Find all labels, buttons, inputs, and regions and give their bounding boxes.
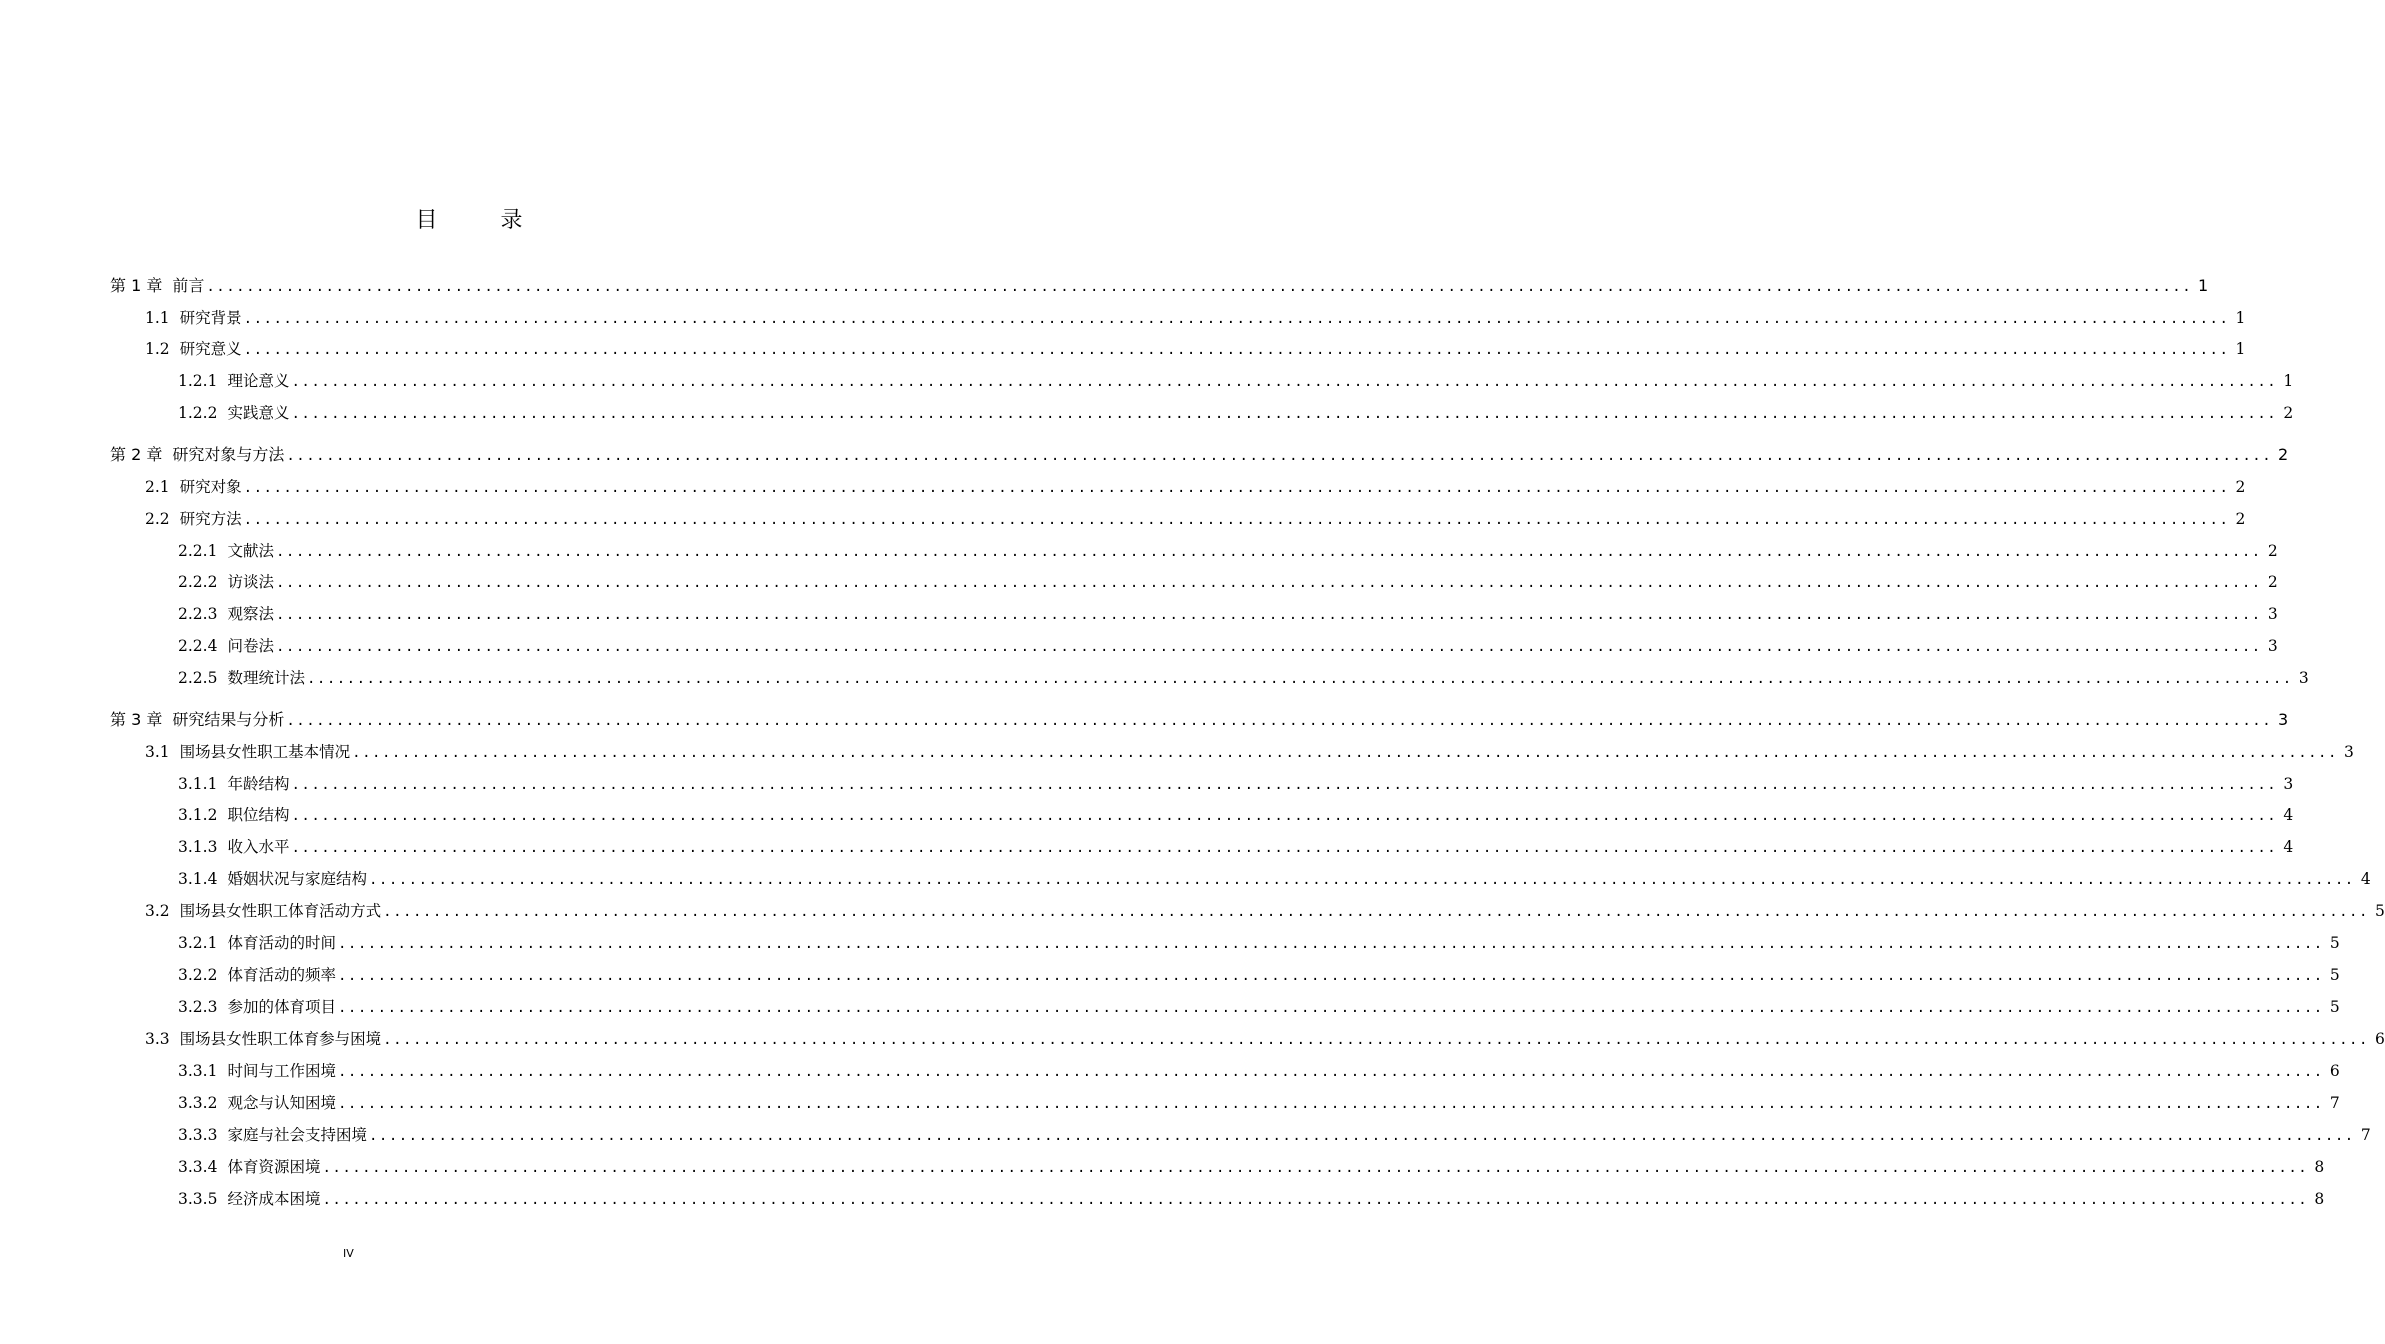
toc-entry-number: 2.2.3 <box>178 605 218 623</box>
toc-entry-number: 3.1.1 <box>178 775 218 793</box>
toc-leader-dots: ........................................................................................................................................................................................................ <box>322 1192 2309 1208</box>
toc-entry-subsection[interactable] <box>178 570 2278 594</box>
toc-entry-page: 6 <box>2375 1030 2385 1048</box>
toc-entry-page: 1 <box>2235 309 2246 327</box>
toc-entry-page: 6 <box>2329 1062 2340 1080</box>
toc-entry-title: 观察法 <box>227 605 274 623</box>
toc-entry-section[interactable] <box>145 337 2246 361</box>
toc-entry-title: 体育资源困境 <box>227 1158 321 1176</box>
toc-entry-title: 婚姻状况与家庭结构 <box>227 870 367 888</box>
toc-entry-title: 围场县女性职工体育活动方式 <box>179 902 382 920</box>
toc-leader-dots: ........................................................................................................................................................................................................ <box>243 480 2230 496</box>
toc-entry-subsection[interactable] <box>178 539 2278 563</box>
toc-entry-page: 4 <box>2360 870 2371 888</box>
toc-entry-title: 问卷法 <box>227 637 274 655</box>
toc-leader-dots: ........................................................................................................................................................................................................ <box>337 1064 2324 1080</box>
toc-leader-dots: ........................................................................................................................................................................................................ <box>243 342 2230 358</box>
toc-entry-page: 1 <box>2235 340 2246 358</box>
toc-entry-page: 3 <box>2267 605 2278 623</box>
toc-entry-section[interactable] <box>145 507 2246 531</box>
toc-entry-number: 3.2.3 <box>178 998 218 1016</box>
toc-entry-title: 体育活动的时间 <box>227 934 336 952</box>
toc-entry-number: 2.2.2 <box>178 573 218 591</box>
toc-entry-page: 8 <box>2314 1158 2325 1176</box>
toc-entry-chapter[interactable] <box>110 708 2289 732</box>
toc-entry-number: 1.1 <box>145 309 170 327</box>
toc-entry-page: 3 <box>2277 710 2289 729</box>
toc-entry-number: 第 2 章 <box>110 445 163 464</box>
toc-entry-page: 4 <box>2283 838 2294 856</box>
toc-entry-number: 3.1.4 <box>178 870 218 888</box>
toc-entry-subsection[interactable] <box>178 931 2340 955</box>
toc-entry-number: 第 3 章 <box>110 710 163 729</box>
toc-leader-dots: ........................................................................................................................................................................................................ <box>352 745 2338 761</box>
toc-leader-dots: ........................................................................................................................................................................................................ <box>383 904 2369 920</box>
toc-entry-number: 3.1 <box>145 743 170 761</box>
toc-entry-subsection[interactable] <box>178 835 2294 859</box>
toc-leader-dots: ........................................................................................................................................................................................................ <box>206 279 2193 295</box>
toc-leader-dots: ........................................................................................................................................................................................................ <box>291 808 2278 824</box>
toc-leader-dots: ........................................................................................................................................................................................................ <box>337 1000 2324 1016</box>
toc-entry-chapter[interactable] <box>110 443 2289 467</box>
toc-entry-number: 2.2 <box>145 510 170 528</box>
toc-leader-dots: ........................................................................................................................................................................................................ <box>291 777 2278 793</box>
toc-entry-title: 时间与工作困境 <box>227 1062 336 1080</box>
toc-entry-section[interactable] <box>145 475 2246 499</box>
toc-entry-title: 研究意义 <box>179 340 242 358</box>
toc-entry-number: 3.1.2 <box>178 806 218 824</box>
toc-leader-dots: ........................................................................................................................................................................................................ <box>275 607 2262 623</box>
toc-entry-title: 研究方法 <box>179 510 242 528</box>
toc-entry-number: 2.2.1 <box>178 542 218 560</box>
toc-entry-page: 1 <box>2197 276 2209 295</box>
toc-entry-title: 研究对象与方法 <box>172 445 285 464</box>
toc-entry-title: 观念与认知困境 <box>227 1094 336 1112</box>
toc-entry-number: 2.1 <box>145 478 170 496</box>
toc-leader-dots: ........................................................................................................................................................................................................ <box>368 1128 2355 1144</box>
toc-entry-title: 家庭与社会支持困境 <box>227 1126 367 1144</box>
toc-entry-subsection[interactable] <box>178 634 2278 658</box>
toc-entry-subsection[interactable] <box>178 803 2294 827</box>
toc-entry-title: 研究对象 <box>179 478 242 496</box>
toc-entry-section[interactable] <box>145 740 2354 764</box>
toc-leader-dots: ........................................................................................................................................................................................................ <box>286 713 2273 729</box>
toc-entry-subsection[interactable] <box>178 1091 2340 1115</box>
toc-entry-subsection[interactable] <box>178 369 2294 393</box>
toc-entry-title: 访谈法 <box>227 573 274 591</box>
toc-entry-page: 8 <box>2314 1190 2325 1208</box>
toc-entry-title: 经济成本困境 <box>227 1190 321 1208</box>
toc-entry-page: 5 <box>2375 902 2385 920</box>
toc-entry-number: 1.2.1 <box>178 372 218 390</box>
toc-entry-subsection[interactable] <box>178 1059 2340 1083</box>
toc-entry-page: 1 <box>2283 372 2294 390</box>
toc-entry-page: 5 <box>2329 998 2340 1016</box>
toc-entry-title: 职位结构 <box>227 806 290 824</box>
toc-leader-dots: ........................................................................................................................................................................................................ <box>275 639 2262 655</box>
toc-entry-subsection[interactable] <box>178 401 2294 425</box>
toc-leader-dots: ........................................................................................................................................................................................................ <box>322 1160 2309 1176</box>
toc-entry-number: 3.3 <box>145 1030 170 1048</box>
toc-entry-number: 3.3.2 <box>178 1094 218 1112</box>
toc-entry-subsection[interactable] <box>178 602 2278 626</box>
toc-entry-page: 5 <box>2329 934 2340 952</box>
toc-entry-title: 年龄结构 <box>227 775 290 793</box>
toc-entry-subsection[interactable] <box>178 867 2371 891</box>
toc-leader-dots: ........................................................................................................................................................................................................ <box>337 968 2324 984</box>
toc-entry-title: 研究背景 <box>179 309 242 327</box>
toc-entry-page: 2 <box>2283 404 2294 422</box>
toc-entry-title: 围场县女性职工体育参与困境 <box>179 1030 382 1048</box>
toc-entry-number: 3.3.1 <box>178 1062 218 1080</box>
toc-entry-number: 1.2.2 <box>178 404 218 422</box>
toc-entry-page: 5 <box>2329 966 2340 984</box>
toc-entry-subsection[interactable] <box>178 772 2294 796</box>
toc-leader-dots: ........................................................................................................................................................................................................ <box>291 406 2278 422</box>
toc-leader-dots: ........................................................................................................................................................................................................ <box>306 671 2293 687</box>
toc-entry-number: 2.2.4 <box>178 637 218 655</box>
toc-entry-title: 前言 <box>172 276 205 295</box>
toc-entry-number: 3.3.4 <box>178 1158 218 1176</box>
toc-entry-subsection[interactable] <box>178 1187 2325 1211</box>
toc-leader-dots: ........................................................................................................................................................................................................ <box>275 544 2262 560</box>
toc-entry-title: 实践意义 <box>227 404 290 422</box>
toc-entry-number: 3.3.5 <box>178 1190 218 1208</box>
toc-entry-subsection[interactable] <box>178 666 2309 690</box>
toc-entry-page: 3 <box>2283 775 2294 793</box>
toc-leader-dots: ........................................................................................................................................................................................................ <box>337 936 2324 952</box>
toc-entry-page: 2 <box>2235 510 2246 528</box>
toc-entry-subsection[interactable] <box>178 963 2340 987</box>
toc-entry-number: 2.2.5 <box>178 669 218 687</box>
toc-leader-dots: ........................................................................................................................................................................................................ <box>337 1096 2324 1112</box>
toc-entry-title: 围场县女性职工基本情况 <box>179 743 351 761</box>
toc-leader-dots: ........................................................................................................................................................................................................ <box>286 448 2273 464</box>
toc-entry-page: 4 <box>2283 806 2294 824</box>
page-number: IV <box>343 1247 354 1260</box>
toc-entry-page: 2 <box>2235 478 2246 496</box>
toc-leader-dots: ........................................................................................................................................................................................................ <box>291 840 2278 856</box>
toc-entry-number: 1.2 <box>145 340 170 358</box>
toc-leader-dots: ........................................................................................................................................................................................................ <box>368 872 2355 888</box>
toc-entry-page: 3 <box>2267 637 2278 655</box>
toc-entry-subsection[interactable] <box>178 1155 2325 1179</box>
toc-entry-title: 文献法 <box>227 542 274 560</box>
toc-entry-page: 2 <box>2277 445 2289 464</box>
toc-entry-number: 3.2.2 <box>178 966 218 984</box>
toc-entry-title: 参加的体育项目 <box>227 998 336 1016</box>
toc-leader-dots: ........................................................................................................................................................................................................ <box>275 575 2262 591</box>
toc-entry-title: 数理统计法 <box>227 669 305 687</box>
toc-entry-chapter[interactable] <box>110 274 2209 298</box>
toc-entry-title: 理论意义 <box>227 372 290 390</box>
toc-entry-section[interactable] <box>145 899 2385 923</box>
toc-entry-number: 3.2.1 <box>178 934 218 952</box>
toc-entry-subsection[interactable] <box>178 1123 2371 1147</box>
toc-entry-page: 2 <box>2267 573 2278 591</box>
toc-entry-number: 3.1.3 <box>178 838 218 856</box>
toc-leader-dots: ........................................................................................................................................................................................................ <box>383 1032 2369 1048</box>
toc-entry-title: 收入水平 <box>227 838 290 856</box>
toc-entry-page: 7 <box>2329 1094 2340 1112</box>
toc-entry-page: 7 <box>2360 1126 2371 1144</box>
toc-leader-dots: ........................................................................................................................................................................................................ <box>291 374 2278 390</box>
toc-entry-page: 3 <box>2344 743 2354 761</box>
toc-entry-number: 3.3.3 <box>178 1126 218 1144</box>
toc-leader-dots: ........................................................................................................................................................................................................ <box>243 311 2230 327</box>
toc-entry-page: 3 <box>2298 669 2309 687</box>
toc-entry-section[interactable] <box>145 306 2246 330</box>
toc-leader-dots: ........................................................................................................................................................................................................ <box>243 512 2230 528</box>
page-title: 目 录 <box>415 208 551 233</box>
toc-entry-section[interactable] <box>145 1027 2385 1051</box>
toc-entry-title: 体育活动的频率 <box>227 966 336 984</box>
toc-entry-number: 第 1 章 <box>110 276 163 295</box>
toc-entry-subsection[interactable] <box>178 995 2340 1019</box>
toc-entry-page: 2 <box>2267 542 2278 560</box>
toc-entry-number: 3.2 <box>145 902 170 920</box>
toc-entry-title: 研究结果与分析 <box>172 710 285 729</box>
